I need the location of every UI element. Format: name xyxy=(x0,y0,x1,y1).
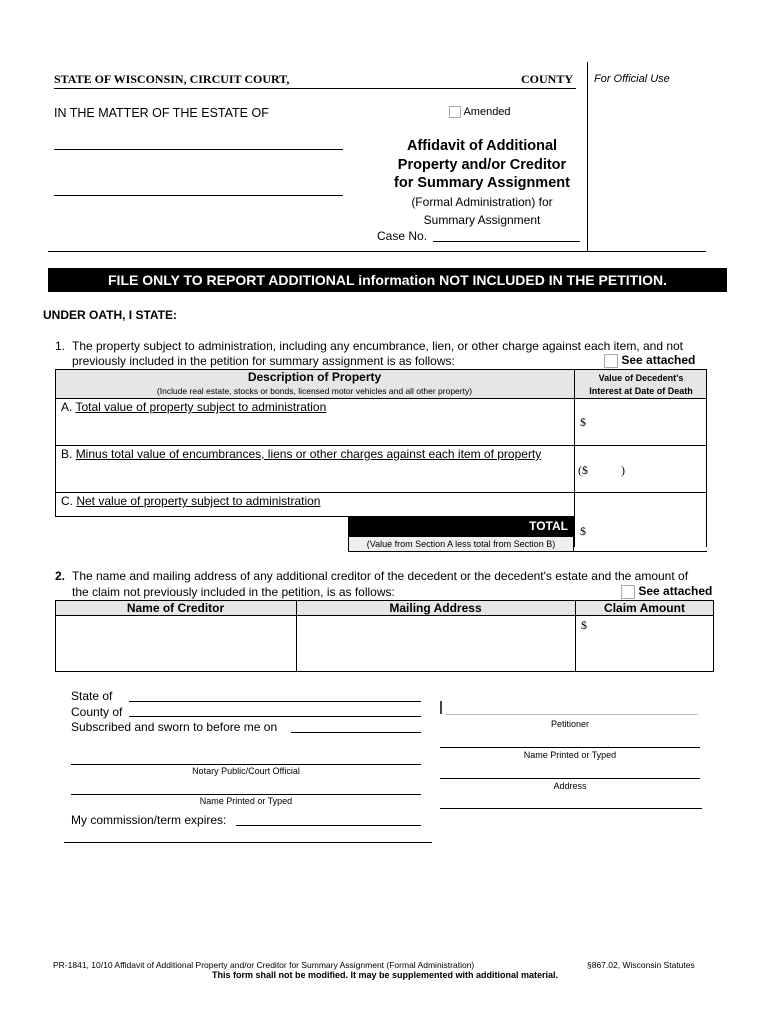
petitioner-name-caption: Name Printed or Typed xyxy=(523,750,617,760)
row-b-label: B. Minus total value of encumbrances, liens or other charges against each item of property xyxy=(61,447,542,461)
total-bottom xyxy=(574,551,707,552)
petitioner-address-line[interactable] xyxy=(440,778,700,779)
notary-bottom-line xyxy=(64,842,432,843)
row-c-label: C. Net value of property subject to administration xyxy=(61,494,321,508)
estate-name-line-2[interactable] xyxy=(54,195,343,196)
notary-name-caption: Name Printed or Typed xyxy=(199,796,293,806)
footer-statute: §867.02, Wisconsin Statutes xyxy=(587,960,695,970)
value-col-header: Value of Decedent's Interest at Date of Death xyxy=(589,373,693,396)
sworn-label: Subscribed and sworn to before me on xyxy=(71,720,278,734)
property-table-left xyxy=(55,399,56,516)
creditor-name-field[interactable] xyxy=(56,617,296,671)
row-a-divider xyxy=(55,445,707,446)
notary-signature-line[interactable] xyxy=(71,764,421,765)
creditor-amount-value[interactable]: $ xyxy=(581,618,587,632)
property-table-right xyxy=(706,399,707,547)
notary-name-line[interactable] xyxy=(71,794,421,795)
court-line: STATE OF WISCONSIN, CIRCUIT COURT, xyxy=(54,72,290,86)
sworn-date-field[interactable] xyxy=(291,732,421,733)
section2-see-attached[interactable] xyxy=(621,584,712,599)
row-a-value[interactable]: $ xyxy=(580,415,586,429)
amended-option[interactable] xyxy=(449,106,511,118)
row-b-divider xyxy=(55,492,707,493)
section1-text-line2: previously included in the petition for summary assignment is as follows: xyxy=(72,354,455,368)
state-of-label: State of xyxy=(71,689,113,703)
form-title: Affidavit of Additional Property and/or Creditor for Summary Assignment xyxy=(394,138,570,191)
creditor-address-field[interactable] xyxy=(297,617,575,671)
form-subtitle: (Formal Administration) for Summary Assignment xyxy=(411,195,553,227)
amended-label: Amended xyxy=(463,106,511,118)
section2-number: 2. xyxy=(55,569,66,583)
matter-label: IN THE MATTER OF THE ESTATE OF xyxy=(54,106,269,120)
creditor-amount-header: Claim Amount xyxy=(604,601,685,615)
section2-see-attached-label: See attached xyxy=(638,584,713,598)
case-no-label: Case No. xyxy=(377,229,428,243)
section1-number: 1. xyxy=(55,339,66,353)
section2-text-line1: The name and mailing address of any additional creditor of the decedent or the decedent's estate and the amount of xyxy=(72,569,689,583)
row-b-value-close: ) xyxy=(621,463,625,477)
creditor-address-header: Mailing Address xyxy=(389,601,482,615)
footer-notice: This form shall not be modified. It may be supplemented with additional material. xyxy=(211,970,559,980)
total-label: TOTAL xyxy=(348,516,574,536)
official-use-label: For Official Use xyxy=(594,73,670,85)
amended-checkbox[interactable] xyxy=(449,106,461,118)
creditor-name-header: Name of Creditor xyxy=(126,601,225,615)
oath-heading: UNDER OATH, I STATE: xyxy=(43,308,177,322)
row-b-value-open[interactable]: ($ xyxy=(578,463,588,477)
section1-see-attached-checkbox[interactable] xyxy=(604,354,618,368)
section2-text-line2: the claim not previously included in the petition, is as follows: xyxy=(72,585,395,599)
property-col-subheader: (Include real estate, stocks or bonds, licensed motor vehicles and all other property) xyxy=(156,386,473,396)
section1-see-attached-label: See attached xyxy=(621,353,696,367)
section1-text-line1: The property subject to administration, including any encumbrance, lien, or other charge against each item, and not xyxy=(72,339,684,353)
commission-label: My commission/term expires: xyxy=(71,813,227,827)
county-label: COUNTY xyxy=(521,72,574,86)
header-bottom-rule xyxy=(48,251,706,252)
total-value[interactable]: $ xyxy=(580,524,586,538)
total-note: (Value from Section A less total from Section B) xyxy=(348,536,574,552)
petitioner-signature-line[interactable] xyxy=(446,714,698,715)
row-a-label: A. Total value of property subject to administration xyxy=(61,400,327,414)
petitioner-address-line-2[interactable] xyxy=(440,808,702,809)
signature-marker-icon xyxy=(440,701,442,714)
section2-see-attached-checkbox[interactable] xyxy=(621,585,635,599)
court-underline xyxy=(54,88,576,89)
estate-name-line-1[interactable] xyxy=(54,149,343,150)
notary-caption: Notary Public/Court Official xyxy=(192,766,300,776)
case-no-field[interactable] xyxy=(433,241,580,242)
row-c-bottom xyxy=(55,516,349,517)
section1-see-attached[interactable] xyxy=(604,353,695,368)
petitioner-address-caption: Address xyxy=(553,781,587,791)
commission-field[interactable] xyxy=(236,825,421,826)
county-of-label: County of xyxy=(71,705,123,719)
footer-form-id: PR-1841, 10/10 Affidavit of Additional Property and/or Creditor for Summary Assignment (Formal Administration) xyxy=(53,960,475,970)
file-only-banner: FILE ONLY TO REPORT ADDITIONAL information NOT INCLUDED IN THE PETITION. xyxy=(48,268,727,292)
property-col-header: Description of Property xyxy=(247,370,382,384)
petitioner-name-line[interactable] xyxy=(440,747,700,748)
petitioner-caption: Petitioner xyxy=(550,719,590,729)
county-of-field[interactable] xyxy=(129,716,421,717)
state-of-field[interactable] xyxy=(129,701,421,702)
